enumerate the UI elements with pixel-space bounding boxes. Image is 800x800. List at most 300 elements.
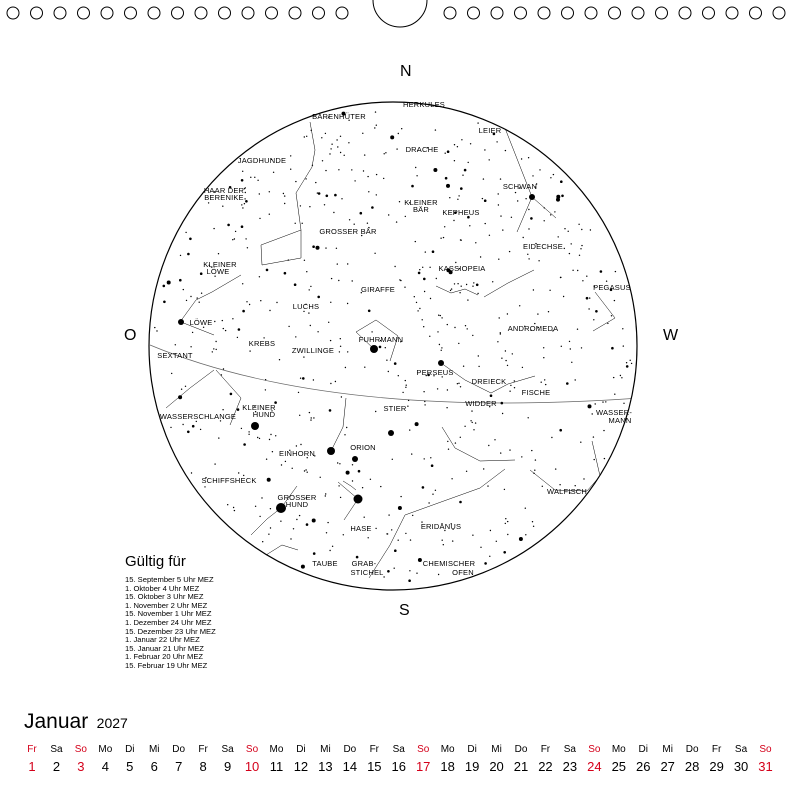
star-dot [259, 218, 260, 219]
star-dot [317, 192, 318, 193]
star-dot [533, 473, 534, 474]
star-dot [472, 286, 473, 287]
bright-star [352, 456, 358, 462]
star-dot [310, 419, 311, 420]
star-dot [590, 229, 591, 230]
bright-star [327, 447, 335, 455]
star-dot [417, 310, 418, 311]
validity-item: 1. Dezember 24 Uhr MEZ [125, 617, 212, 627]
star-dot [246, 301, 247, 302]
star-dot [457, 283, 458, 284]
star-dot [275, 435, 276, 436]
constellation-label: BERENIKE [204, 193, 244, 202]
calendar-grid [20, 744, 780, 780]
day-number: 14 [342, 759, 358, 774]
star-dot [368, 310, 371, 313]
star-dot [288, 259, 289, 260]
star-dot [208, 202, 209, 203]
day-number: 12 [293, 759, 309, 774]
validity-list [125, 576, 216, 671]
star-dot [539, 169, 540, 170]
star-dot [430, 298, 431, 299]
month-year: 2027 [96, 715, 128, 731]
star-dot [300, 205, 301, 206]
star-dot [163, 285, 166, 288]
star-dot [298, 392, 299, 393]
star-dot [505, 518, 506, 519]
star-dot [484, 562, 487, 565]
star-dot [293, 528, 294, 529]
star-dot [181, 389, 182, 390]
star-dot [266, 269, 269, 272]
star-dot [338, 280, 339, 281]
star-dot [375, 528, 376, 529]
star-dot [367, 176, 368, 177]
star-dot [459, 292, 460, 293]
validity-item: 15. November 1 Uhr MEZ [125, 609, 212, 619]
star-dot [423, 391, 424, 392]
star-dot [487, 485, 488, 486]
star-dot [242, 283, 243, 284]
star-dot [340, 346, 341, 347]
star-dot [330, 148, 331, 149]
star-dot [329, 409, 332, 412]
star-dot [522, 367, 523, 368]
star-dot [284, 203, 285, 204]
star-dot [505, 350, 506, 351]
weekday-label: So [74, 744, 87, 755]
star-dot [412, 515, 413, 516]
star-dot [270, 434, 271, 435]
star-dot [215, 341, 216, 342]
star-dot [213, 348, 214, 349]
star-dot [385, 347, 386, 348]
star-dot [192, 332, 193, 333]
weekday-label: Sa [221, 744, 234, 755]
weekday-label: Di [125, 744, 135, 755]
weekday-label: So [759, 744, 772, 755]
constellation-label: GRAB- [351, 559, 377, 568]
star-dot [346, 471, 350, 475]
star-dot [394, 568, 395, 569]
star-dot [531, 450, 532, 451]
star-dot [339, 351, 340, 352]
star-dot [541, 382, 542, 383]
star-dot [411, 185, 414, 188]
star-dot [267, 478, 271, 482]
star-dot [509, 449, 510, 450]
weekday-label: Do [514, 744, 528, 755]
star-dot [459, 501, 462, 504]
star-dot [368, 191, 369, 192]
star-dot [311, 417, 312, 418]
star-dot [500, 332, 501, 333]
constellation-label: EIDECHSE [523, 242, 563, 251]
constellation-line [251, 508, 281, 535]
weekday-label: Mo [269, 744, 284, 755]
star-dot [180, 255, 181, 256]
star-dot [515, 192, 516, 193]
star-dot [422, 319, 423, 320]
star-dot [564, 248, 565, 249]
star-dot [364, 154, 365, 155]
star-dot [260, 300, 261, 301]
weekday-label: Fr [369, 744, 380, 755]
star-dot [461, 139, 462, 140]
star-dot [614, 300, 615, 301]
direction-north: N [400, 63, 412, 80]
star-dot [309, 206, 310, 207]
validity-item: 1. Oktober 4 Uhr MEZ [125, 583, 200, 593]
bright-star [388, 430, 394, 436]
star-dot [284, 195, 285, 196]
constellation-label: BÄRENHÜTER [312, 112, 366, 121]
star-dot [423, 326, 424, 327]
day-number: 23 [562, 759, 578, 774]
star-dot [483, 468, 484, 469]
star-dot [419, 269, 420, 270]
star-dot [295, 223, 296, 224]
star-dot [376, 174, 377, 175]
star-dot [554, 211, 555, 212]
star-dot [544, 220, 545, 221]
star-dot [553, 174, 554, 175]
star-dot [354, 180, 355, 181]
weekday-label: Fr [711, 744, 722, 755]
star-dot [571, 362, 572, 363]
star-dot [579, 255, 580, 256]
star-dot [477, 293, 478, 294]
constellation-label: WIDDER [465, 399, 497, 408]
constellation-line [166, 370, 214, 408]
star-dot [437, 388, 438, 389]
weekday-label: So [588, 744, 601, 755]
weekday-label: Di [638, 744, 648, 755]
star-dot [527, 254, 528, 255]
star-dot [613, 377, 614, 378]
weekday-label: Do [343, 744, 357, 755]
day-number: 21 [513, 759, 529, 774]
star-dot [593, 319, 594, 320]
star-dot [534, 470, 535, 471]
star-dot [347, 303, 348, 304]
star-dot [371, 206, 374, 209]
star-dot [259, 193, 260, 194]
star-dot [305, 178, 306, 179]
star-dot [615, 271, 616, 272]
star-dot [450, 290, 451, 291]
constellation-line [484, 270, 534, 297]
star-dot [502, 413, 503, 414]
star-dot [175, 344, 176, 345]
star-dot [521, 158, 522, 159]
star-dot [182, 424, 183, 425]
star-dot [241, 428, 242, 429]
star-dot [306, 523, 309, 526]
star-dot [499, 317, 500, 318]
star-dot [566, 382, 569, 385]
day-number: 25 [611, 759, 627, 774]
star-dot [454, 160, 455, 161]
star-dot [477, 122, 478, 123]
day-number: 30 [733, 759, 749, 774]
star-dot [498, 259, 499, 260]
star-dot [388, 214, 389, 215]
star-dot [272, 451, 273, 452]
star-dot [214, 321, 215, 322]
star-dot [453, 220, 454, 221]
star-dot [296, 445, 297, 446]
star-dot [445, 153, 446, 154]
star-dot [358, 470, 361, 473]
day-number: 18 [440, 759, 455, 774]
star-dot [466, 471, 467, 472]
star-dot [308, 312, 309, 313]
star-dot [490, 394, 493, 397]
star-dot [391, 529, 392, 530]
star-dot [222, 409, 223, 410]
star-dot [363, 170, 364, 171]
constellation-label: FISCHE [521, 388, 551, 397]
star-dot [478, 366, 479, 367]
constellation-label: SEXTANT [157, 351, 193, 360]
day-number: 2 [52, 759, 61, 774]
star-dot [340, 338, 341, 339]
star-dot [333, 212, 334, 213]
star-dot [303, 356, 304, 357]
star-dot [368, 537, 369, 538]
star-dot [233, 507, 234, 508]
star-dot [602, 401, 603, 402]
star-dot [504, 489, 505, 490]
star-dot [276, 302, 277, 303]
star-dot [568, 231, 569, 232]
star-dot [510, 385, 511, 386]
star-dot [447, 150, 450, 153]
star-dot [473, 282, 474, 283]
star-dot [269, 310, 270, 311]
validity-item: 15. Januar 21 Uhr MEZ [125, 643, 204, 653]
star-dot [364, 517, 365, 518]
star-dot [375, 111, 376, 112]
star-dot [571, 243, 572, 244]
constellation-label: KLEINER [242, 403, 276, 412]
star-dot [533, 526, 534, 527]
star-dot [537, 313, 538, 314]
star-dot [313, 417, 314, 418]
star-dot [304, 470, 305, 471]
star-dot [509, 251, 510, 252]
star-dot [428, 502, 429, 503]
star-dot [483, 178, 484, 179]
star-dot [505, 523, 506, 524]
constellation-line [261, 230, 301, 265]
star-dot [478, 355, 479, 356]
star-dot [530, 217, 533, 220]
star-dot [484, 199, 487, 202]
constellation-label: EINHORN [279, 449, 315, 458]
star-dot [197, 297, 198, 298]
star-dot [269, 191, 270, 192]
star-dot [475, 242, 476, 243]
star-dot [250, 177, 251, 178]
star-dot [156, 330, 157, 331]
weekday-label: Di [467, 744, 477, 755]
star-dot [320, 477, 321, 478]
star-dot [435, 129, 436, 130]
constellation-label: FUHRMANN [358, 335, 404, 344]
star-dot [237, 408, 240, 411]
star-dot [482, 198, 483, 199]
star-dot [340, 136, 341, 137]
star-dot [296, 519, 297, 520]
day-number: 9 [223, 759, 232, 774]
star-dot [383, 178, 384, 179]
star-dot [329, 550, 330, 551]
star-dot [316, 246, 320, 250]
star-dot [247, 247, 248, 248]
star-dot [449, 197, 450, 198]
star-dot [593, 436, 594, 437]
star-dot [457, 383, 458, 384]
star-dot [405, 216, 406, 217]
star-dot [600, 270, 603, 273]
star-dot [322, 160, 323, 161]
star-dot [564, 228, 565, 229]
star-dot [525, 534, 526, 535]
star-dot [334, 194, 337, 197]
star-dot [505, 360, 506, 361]
star-dot [588, 308, 589, 309]
star-dot [472, 335, 473, 336]
star-dot [561, 195, 564, 198]
star-dot [331, 144, 332, 145]
star-dot [544, 207, 545, 208]
constellation-label: HASE [350, 524, 372, 533]
weekday-label: Fr [27, 744, 37, 755]
star-dot [424, 404, 425, 405]
star-dot [200, 272, 203, 275]
star-dot [221, 374, 222, 375]
day-number: 17 [415, 759, 431, 774]
star-dot [492, 281, 493, 282]
star-dot [362, 133, 363, 134]
constellation-label: LEIER [478, 126, 502, 135]
star-dot [310, 286, 311, 287]
star-dot [621, 377, 622, 378]
weekday-label: Sa [563, 744, 576, 755]
star-dot [416, 302, 417, 303]
star-dot [380, 486, 381, 487]
star-dot [470, 143, 471, 144]
day-number: 16 [391, 759, 406, 774]
star-dot [631, 363, 632, 364]
bright-star [178, 319, 184, 325]
star-dot [472, 535, 473, 536]
star-dot [560, 180, 563, 183]
weekday-label: Sa [392, 744, 405, 755]
star-dot [230, 393, 233, 396]
star-dot [326, 195, 329, 198]
star-dot [346, 427, 347, 428]
weekday-label: Mi [662, 744, 673, 755]
star-dot [186, 300, 187, 301]
star-dot [245, 192, 246, 193]
star-dot [222, 206, 223, 207]
star-dot [375, 411, 376, 412]
star-dot [283, 193, 284, 194]
star-dot [425, 251, 426, 252]
weekday-label: So [245, 744, 259, 755]
star-dot [288, 326, 289, 327]
star-dot [543, 347, 544, 348]
star-dot [532, 175, 533, 176]
star-dot [212, 351, 213, 352]
star-dot [317, 296, 320, 299]
star-dot [213, 228, 214, 229]
constellation-line [331, 398, 346, 451]
star-dot [330, 302, 331, 303]
star-dot [376, 125, 377, 126]
star-dot [399, 201, 400, 202]
day-number: 29 [709, 759, 724, 774]
star-dot [578, 224, 579, 225]
constellation-line [266, 545, 298, 555]
star-dot [570, 348, 571, 349]
star-dot [249, 350, 250, 351]
star-dot [307, 472, 308, 473]
star-dot [595, 403, 596, 404]
star-dot [551, 437, 552, 438]
star-dot [595, 310, 598, 313]
star-dot [223, 328, 224, 329]
day-number: 1 [28, 759, 36, 774]
month-name: Januar [24, 710, 89, 733]
star-dot [167, 281, 171, 285]
star-dot [309, 289, 310, 290]
star-dot [304, 136, 305, 137]
star-dot [290, 155, 291, 156]
constellation-label: WALFISCH [546, 487, 588, 496]
constellation-label: SCHIFFSHECK [201, 476, 257, 485]
star-dot [386, 360, 387, 361]
star-dot [321, 137, 322, 138]
star-dot [325, 247, 326, 248]
star-dot [457, 199, 458, 200]
star-dot [464, 426, 465, 427]
star-dot [200, 429, 201, 430]
star-dot [340, 152, 341, 153]
weekday-label: So [417, 744, 430, 755]
star-dot [394, 549, 397, 552]
star-dot [384, 153, 385, 154]
star-dot [347, 263, 348, 264]
validity-box [125, 553, 216, 671]
star-dot [410, 539, 411, 540]
star-dot [284, 272, 287, 275]
star-dot [312, 165, 313, 166]
star-dot [514, 380, 515, 381]
star-dot [354, 224, 355, 225]
star-dot [349, 219, 350, 220]
star-dot [245, 238, 246, 239]
star-dot [517, 200, 518, 201]
star-dot [475, 422, 476, 423]
star-dot [295, 181, 296, 182]
star-dot [480, 256, 481, 257]
star-dot [178, 395, 182, 399]
star-dot [352, 464, 353, 465]
